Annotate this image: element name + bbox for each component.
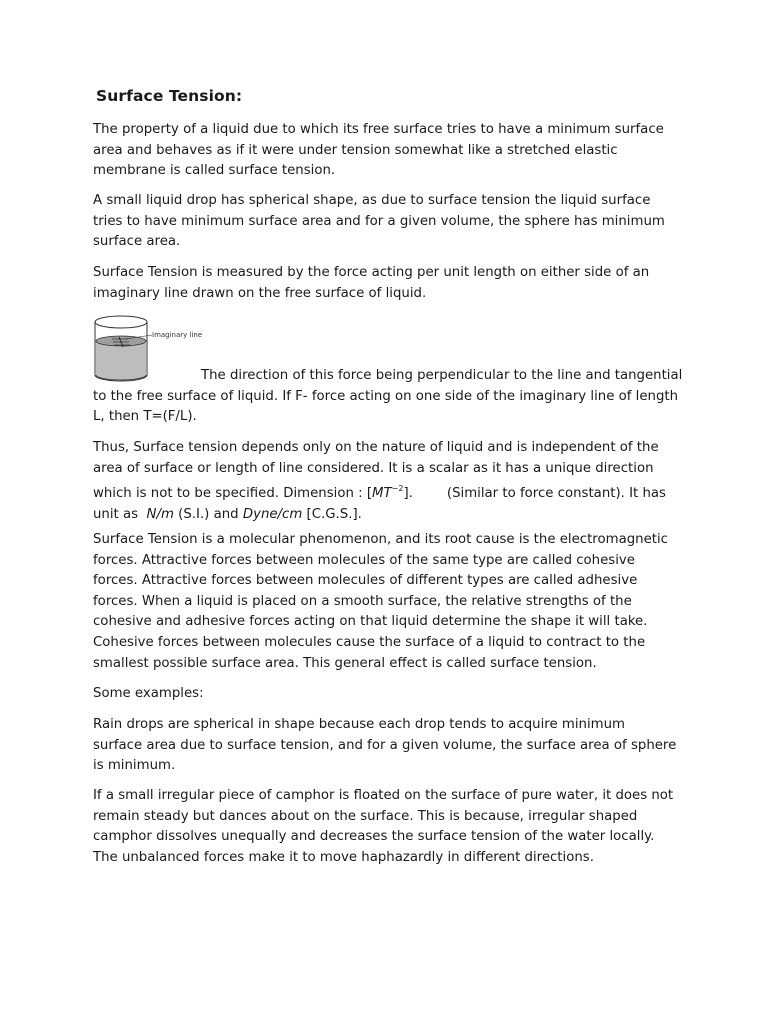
text-line: forces. Attractive forces between molecules of different types are called adhesive xyxy=(93,573,638,589)
dimension-exponent: −2 xyxy=(391,484,404,494)
text-fragment: ]. xyxy=(403,486,413,502)
text-fragment: which is not to be specified. Dimension : [ xyxy=(93,486,373,502)
text-line: tries to have minimum surface area and for a given volume, the sphere has minimum xyxy=(93,213,665,229)
text-line xyxy=(93,505,683,526)
cgs-unit: Dyne/cm xyxy=(242,506,303,522)
text-line: Thus, Surface tension depends only on the nature of liquid and is independent of the xyxy=(93,440,659,455)
text-line: Some examples: xyxy=(93,686,204,701)
paragraph-rain-drops xyxy=(93,715,683,777)
text-line: imaginary line drawn on the free surface of liquid. xyxy=(93,285,427,301)
text-line: If a small irregular piece of camphor is floated on the surface of pure water, it does not xyxy=(93,788,674,803)
paragraph-force-direction xyxy=(93,366,683,428)
text-fragment: (S.I.) and xyxy=(178,506,239,522)
paragraph-camphor xyxy=(93,786,683,868)
text-line: Surface Tension is a molecular phenomenon, and its root cause is the electromagnetic xyxy=(93,532,668,547)
text-line: Surface Tension is measured by the force acting per unit length on either side of an xyxy=(93,265,650,280)
text-line: forces. Attractive forces between molecules of the same type are called cohesive xyxy=(93,552,635,568)
text-line: surface area. xyxy=(93,234,181,250)
paragraph-molecular xyxy=(93,530,683,674)
text-line: cohesive and adhesive forces acting on that liquid determine the shape it will take. xyxy=(93,614,648,630)
text-line: The direction of this force being perpendicular to the line and tangential xyxy=(201,368,683,383)
paragraph-examples-heading xyxy=(93,684,683,705)
text-line: surface area due to surface tension, and for a given volume, the surface area of sphere xyxy=(93,737,677,753)
si-unit: N/m xyxy=(146,506,174,522)
paragraph-definition xyxy=(93,120,683,182)
figure-label: Imaginary line xyxy=(152,331,203,339)
text-line: The property of a liquid due to which its free surface tries to have a minimum surface xyxy=(93,122,664,137)
paragraph-drop-shape xyxy=(93,191,683,253)
text-line: area and behaves as if it were under tension somewhat like a stretched elastic xyxy=(93,142,618,158)
text-fragment: [C.G.S.]. xyxy=(306,506,362,522)
text-line: The unbalanced forces make it to move haphazardly in different directions. xyxy=(93,849,594,865)
text-line: membrane is called surface tension. xyxy=(93,163,336,179)
text-line xyxy=(93,479,683,505)
text-line: area of surface or length of line considered. It is a scalar as it has a unique direction xyxy=(93,460,654,476)
text-line: forces. When a liquid is placed on a smooth surface, the relative strengths of the xyxy=(93,593,632,609)
text-line: remain steady but dances about on the surface. This is because, irregular shaped xyxy=(93,808,638,824)
text-line: Rain drops are spherical in shape because each drop tends to acquire minimum xyxy=(93,717,625,732)
paragraph-dimension xyxy=(93,438,683,525)
text-line: smallest possible surface area. This general effect is called surface tension. xyxy=(93,655,597,671)
text-fragment: (Similar to force constant). It has xyxy=(446,486,666,502)
paragraph-measurement xyxy=(93,263,683,304)
text-line: A small liquid drop has spherical shape, as due to surface tension the liquid surface xyxy=(93,193,651,208)
page-title: Surface Tension: xyxy=(96,87,243,105)
text-line: L, then T=(F/L). xyxy=(93,409,197,425)
text-line: is minimum. xyxy=(93,758,176,774)
text-line: Cohesive forces between molecules cause the surface of a liquid to contract to the xyxy=(93,634,646,650)
text-fragment: unit as xyxy=(93,506,139,522)
dimension-formula: MT xyxy=(372,486,392,502)
text-line: camphor dissolves unequally and decreases the surface tension of the water locally. xyxy=(93,829,655,845)
text-line: to the free surface of liquid. If F- force acting on one side of the imaginary line of length xyxy=(93,388,679,404)
